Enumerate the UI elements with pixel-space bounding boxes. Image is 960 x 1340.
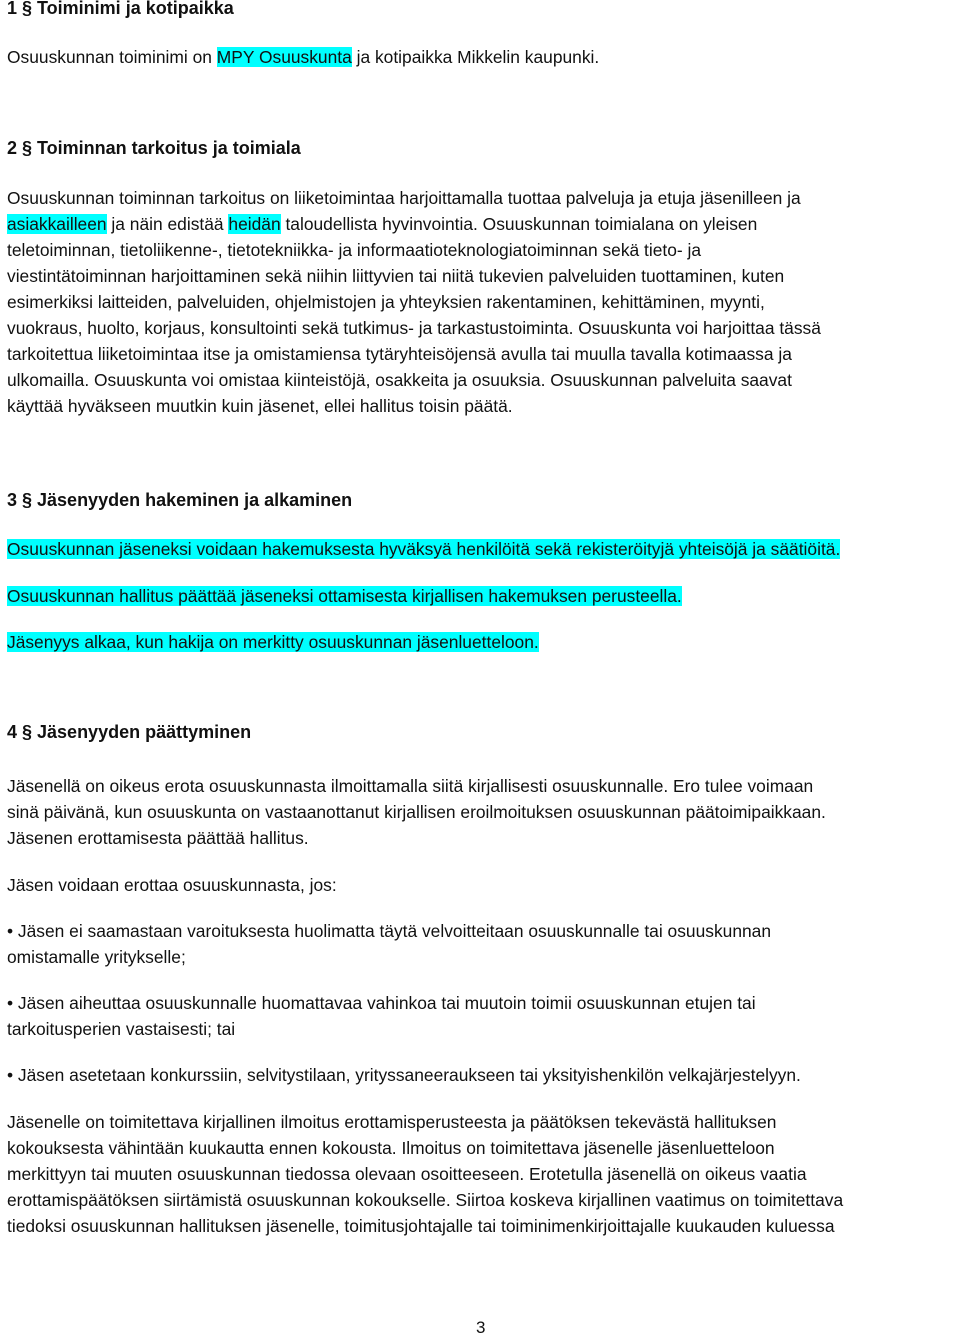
section-2-line [7, 211, 757, 237]
section-2-heading: 2 § Toiminnan tarkoitus ja toimiala [7, 138, 301, 158]
section-4-line: Jäsenen erottamisesta päättää hallitus. [7, 828, 309, 848]
section-4-line: Jäsenelle on toimitettava kirjallinen ilmoitus erottamisperusteesta ja päätöksen tekevästä hallituksen [7, 1112, 777, 1132]
section-3-line [7, 583, 682, 609]
highlighted-word: heidän [228, 214, 281, 234]
section-2-line: Osuuskunnan toiminnan tarkoitus on liiketoimintaa harjoittamalla tuottaa palveluja ja etuja jäsenilleen ja [7, 188, 801, 208]
bullet-item-continuation: tarkoitusperien vastaisesti; tai [7, 1019, 236, 1039]
section-4-line: tiedoksi osuuskunnan hallituksen jäsenelle, toimitusjohtajalle tai toiminimenkirjoittajalle kuukauden kuluessa [7, 1216, 835, 1236]
section-2-line: ulkomailla. Osuuskunta voi omistaa kiinteistöjä, osakkeita ja osuuksia. Osuuskunnan palveluita saavat [7, 370, 792, 390]
highlighted-sentence: Jäsenyys alkaa, kun hakija on merkitty osuuskunnan jäsenluetteloon. [7, 632, 539, 652]
section-4-heading: 4 § Jäsenyyden päättyminen [7, 722, 252, 742]
section-4-line: merkittyyn tai muuten osuuskunnan tiedossa olevaan osoitteeseen. Erotetulla jäsenellä on oikeus vaatia [7, 1164, 807, 1184]
highlighted-word: asiakkailleen [7, 214, 107, 234]
page-number: 3 [476, 1318, 486, 1337]
section-4-intro: Jäsen voidaan erottaa osuuskunnasta, jos: [7, 875, 337, 895]
section-2-line: esimerkiksi laitteiden, palveluiden, ohjelmistojen ja yhteyksien rakentaminen, kehittäminen, myynti, [7, 292, 765, 312]
section-2-line: teletoiminnan, tietoliikenne-, tietotekniikka- ja informaatioteknologiatoiminnan sekä tieto- ja [7, 240, 702, 260]
section-3-line [7, 629, 539, 655]
section-3-line [7, 536, 840, 562]
section-3-heading: 3 § Jäsenyyden hakeminen ja alkaminen [7, 490, 353, 510]
highlighted-company-name: MPY Osuuskunta [216, 47, 352, 67]
section-2-line: viestintätoiminnan harjoittaminen sekä niihin liittyvien tai niitä tukevien palveluiden tuottaminen, kuten [7, 266, 785, 286]
section-1-text-start: Osuuskunnan toiminimi on [7, 47, 217, 67]
section-1-text [7, 44, 599, 70]
section-4-line: Jäsenellä on oikeus erota osuuskunnasta ilmoittamalla siitä kirjallisesti osuuskunnalle. Ero tulee voimaan [7, 776, 814, 796]
section-4-line: sinä päivänä, kun osuuskunta on vastaanottanut kirjallisen eroilmoituksen osuuskunnan päätoimipaikkaan. [7, 802, 826, 822]
section-2-line-part: taloudellista hyvinvointia. Osuuskunnan toimialana on yleisen [280, 214, 758, 234]
section-2-line: tarkoitettua liiketoimintaa itse ja omistamiensa tytäryhteisöjensä avulla tai muulla tavalla kotimaassa ja [7, 344, 792, 364]
section-1-heading: 1 § Toiminimi ja kotipaikka [7, 0, 234, 18]
bullet-item: • Jäsen ei saamastaan varoituksesta huolimatta täytä velvoitteitaan osuuskunnalle tai osuuskunnan [7, 921, 772, 941]
bullet-item-continuation: omistamalle yritykselle; [7, 947, 186, 967]
highlighted-sentence: Osuuskunnan jäseneksi voidaan hakemuksesta hyväksyä henkilöitä sekä rekisteröityjä yhteisöjä ja säätiöitä. [7, 539, 841, 559]
bullet-item: • Jäsen aiheuttaa osuuskunnalle huomattavaa vahinkoa tai muutoin toimii osuuskunnan etujen tai [7, 993, 756, 1013]
section-2-line: vuokraus, huolto, korjaus, konsultointi sekä tutkimus- ja tarkastustoiminta. Osuuskunta voi harjoittaa tässä [7, 318, 821, 338]
section-4-line: kokouksesta vähintään kuukautta ennen kokousta. Ilmoitus on toimitettava jäsenelle jäsenluetteloon [7, 1138, 775, 1158]
section-2-line: käyttää hyväkseen muutkin kuin jäsenet, ellei hallitus toisin päätä. [7, 396, 513, 416]
section-4-line: erottamispäätöksen siirtämistä osuuskunnan kokoukselle. Siirtoa koskeva kirjallinen vaatimus on toimitettava [7, 1190, 844, 1210]
highlighted-sentence: Osuuskunnan hallitus päättää jäseneksi ottamisesta kirjallisen hakemuksen perusteella. [7, 586, 682, 606]
section-2-line-part: ja näin edistää [106, 214, 229, 234]
bullet-item: • Jäsen asetetaan konkurssiin, selvitystilaan, yrityssaneeraukseen tai yksityishenkilön velkajärjestelyyn. [7, 1065, 801, 1085]
section-1-text-end: ja kotipaikka Mikkelin kaupunki. [351, 47, 600, 67]
